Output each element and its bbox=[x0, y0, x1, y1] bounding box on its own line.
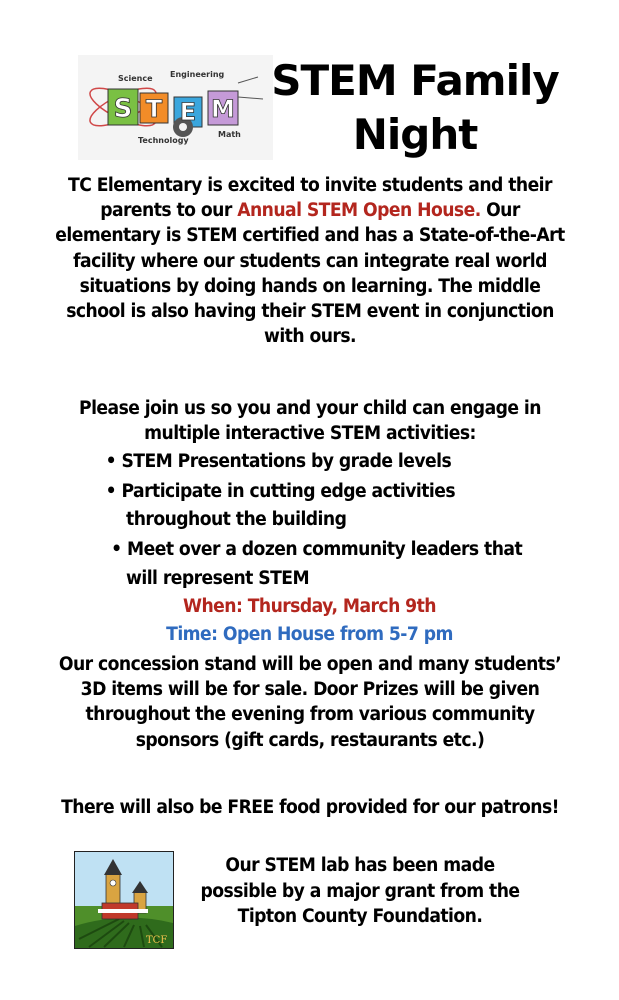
grant-paragraph: Our STEM lab has been made possible by a major grant from the Tipton County Foundation. bbox=[200, 855, 520, 927]
tcf-initials: TCF bbox=[146, 935, 168, 946]
event-time: Time: Open House from 5-7 pm bbox=[166, 624, 453, 645]
logo-word-engineering: Engineering bbox=[170, 70, 225, 79]
event-date: When: Thursday, March 9th bbox=[183, 596, 436, 617]
free-food-paragraph: There will also be FREE food provided for our patrons! bbox=[61, 797, 559, 818]
details-paragraph: Our concession stand will be open and many students’ 3D items will be for sale. Door Prizes will be given throughout the evening from various community sponsors (gift cards, restaurants etc.) bbox=[58, 654, 562, 751]
logo-letter-e: E bbox=[179, 98, 197, 126]
tipton-county-foundation-logo bbox=[74, 851, 174, 949]
logo-letter-s: S bbox=[113, 94, 133, 124]
list-item: • STEM Presentations by grade levels bbox=[105, 451, 452, 472]
title-line-2: Night bbox=[352, 110, 478, 159]
logo-word-technology: Technology bbox=[138, 136, 189, 145]
open-house-highlight: Annual STEM Open House. bbox=[237, 200, 481, 222]
list-item: • Participate in cutting edge activities bbox=[105, 481, 456, 502]
logo-letter-t: T bbox=[145, 95, 163, 123]
title-line-1: STEM Family bbox=[271, 56, 559, 105]
logo-word-science: Science bbox=[118, 74, 153, 83]
list-item-continued: throughout the building bbox=[126, 509, 347, 530]
list-item: • Meet over a dozen community leaders that bbox=[111, 539, 523, 560]
page-title bbox=[270, 54, 560, 162]
logo-word-math: Math bbox=[218, 130, 241, 139]
stem-logo bbox=[78, 55, 273, 160]
intro-text-2: Our elementary is STEM certified and has a State-of-the-Art facility where our students can integrate real world situations by doing hands on learning. The middle school is also having their STEM event in conjunction with ours. bbox=[55, 200, 565, 348]
intro-paragraph bbox=[50, 173, 571, 349]
intro-text-1: TC Elementary is excited to invite students and their parents to our bbox=[68, 175, 552, 222]
logo-letter-m: M bbox=[211, 95, 235, 123]
invite-paragraph: Please join us so you and your child can engage in multiple interactive STEM activities: bbox=[79, 398, 541, 445]
list-item-continued: will represent STEM bbox=[126, 568, 310, 589]
